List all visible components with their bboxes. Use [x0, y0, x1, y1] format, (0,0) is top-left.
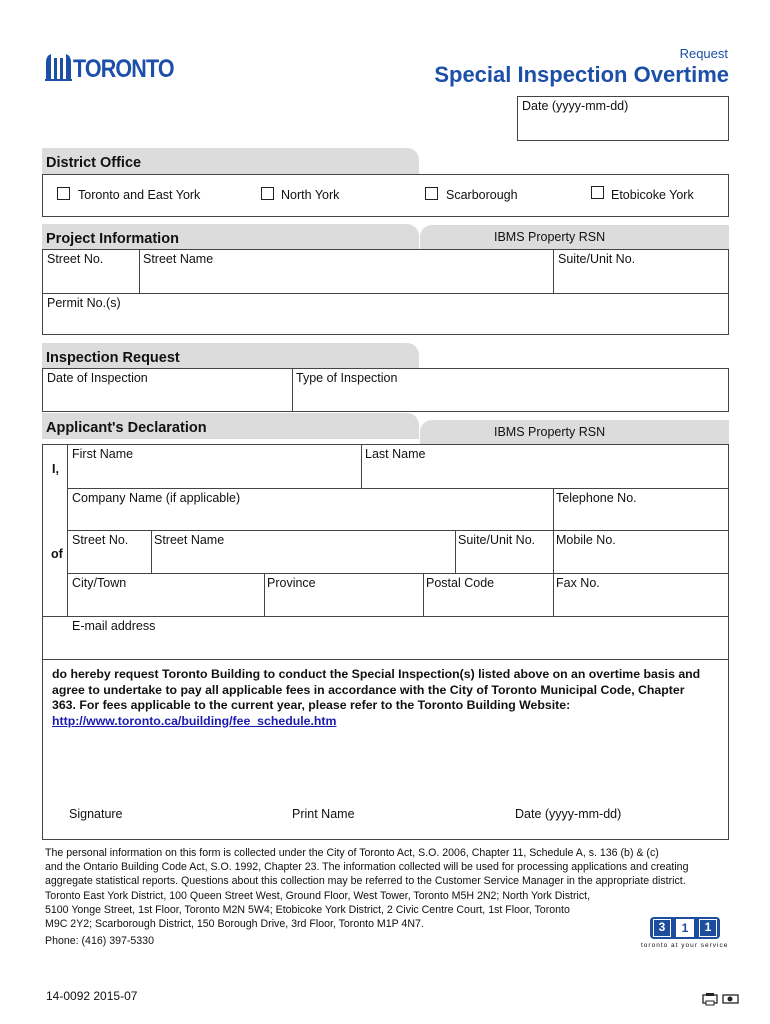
privacy-line: aggregate statistical reports. Questions about this collection may be referred to the Customer Service Manager in the appropriate district. — [45, 875, 686, 888]
project-street-no-field[interactable] — [43, 250, 139, 293]
mobile-field[interactable] — [554, 531, 728, 573]
project-street-name-field[interactable] — [140, 250, 553, 293]
project-information-box — [42, 249, 729, 335]
privacy-line: and the Ontario Building Code Act, S.O. 1992, Chapter 23. The information collected will be used for processing applications and creating — [45, 861, 689, 874]
declaration-line-3: 363. For fees applicable to the current year, please refer to the Toronto Building Website: — [52, 698, 571, 712]
privacy-line: M9C 2Y2; Scarborough District, 150 Borough Drive, 3rd Floor, Toronto M1P 4N7. — [45, 918, 424, 931]
checkbox-toronto-east-york[interactable] — [57, 187, 70, 200]
print-icon[interactable] — [702, 992, 742, 1006]
logo-311-tagline: toronto at your service — [641, 942, 729, 949]
privacy-line: Toronto East York District, 100 Queen Street West, Ground Floor, West Tower, Toronto M5H 2N2; North York District, — [45, 889, 591, 902]
logo-311 — [641, 917, 730, 953]
privacy-notice — [45, 846, 745, 948]
inspection-request-title: Inspection Request — [42, 343, 419, 369]
project-information-title: Project Information — [42, 224, 419, 250]
logo-311-digit: 1 — [676, 919, 694, 937]
first-name-field[interactable] — [68, 445, 361, 488]
company-name-field[interactable] — [68, 489, 553, 530]
print-name-label: Print Name — [292, 807, 355, 821]
logo-311-digit: 3 — [653, 919, 671, 937]
privacy-line: The personal information on this form is collected under the City of Toronto Act, S.O. 2006, Chapter 11, Schedule A, s. 136 (b) & (c) — [45, 847, 659, 859]
project-suite-unit-label: Suite/Unit No. — [558, 252, 636, 266]
applicant-street-name-label: Street Name — [154, 533, 225, 547]
project-suite-unit-field[interactable] — [554, 250, 728, 293]
district-office-title: District Office — [42, 148, 419, 174]
last-name-label: Last Name — [365, 447, 426, 461]
inspection-request-box — [42, 368, 729, 412]
district-office-box — [42, 174, 729, 217]
applicant-declaration-title: Applicant's Declaration — [42, 413, 419, 439]
of-label: of — [51, 547, 63, 561]
logo-311-digit: 1 — [699, 919, 717, 937]
project-street-name-label: Street Name — [143, 252, 214, 266]
applicant-suite-unit-field[interactable] — [456, 531, 553, 573]
privacy-line: 5100 Yonge Street, 1st Floor, Toronto M2N 5W4; Etobicoke York District, 2 Civic Centre Court, 1st Floor, Toronto — [45, 903, 570, 916]
province-label: Province — [267, 576, 316, 590]
applicant-street-no-field[interactable] — [68, 531, 151, 573]
fee-schedule-link[interactable]: http://www.toronto.ca/building/fee_schedule.htm — [52, 713, 337, 728]
form-title: Special Inspection Overtime — [434, 62, 729, 87]
email-label: E-mail address — [72, 619, 156, 633]
header-date-field[interactable] — [517, 96, 729, 141]
project-ibms-label: IBMS Property RSN — [420, 225, 729, 249]
city-town-field[interactable] — [68, 574, 264, 616]
option-toronto-east-york: Toronto and East York — [78, 188, 201, 202]
request-label: Request — [679, 46, 728, 61]
fax-field[interactable] — [554, 574, 728, 616]
date-of-inspection-label: Date of Inspection — [47, 371, 148, 385]
applicant-ibms-label: IBMS Property RSN — [420, 420, 729, 444]
option-scarborough: Scarborough — [446, 188, 518, 202]
i-label: I, — [52, 462, 59, 476]
postal-code-label: Postal Code — [426, 576, 495, 590]
applicant-street-name-field[interactable] — [152, 531, 455, 573]
signature-label: Signature — [69, 807, 123, 821]
signature-date-label: Date (yyyy-mm-dd) — [515, 807, 622, 821]
city-hall-icon — [44, 50, 74, 82]
applicant-declaration-box — [42, 444, 729, 840]
checkbox-north-york[interactable] — [261, 187, 274, 200]
permit-no-field[interactable] — [43, 294, 728, 334]
fax-label: Fax No. — [556, 576, 600, 590]
toronto-logo — [44, 50, 174, 84]
permit-no-label: Permit No.(s) — [47, 296, 121, 310]
applicant-street-no-label: Street No. — [72, 533, 129, 547]
project-street-no-label: Street No. — [47, 252, 104, 266]
type-of-inspection-label: Type of Inspection — [296, 371, 398, 385]
declaration-text — [52, 667, 727, 729]
checkbox-etobicoke-york[interactable] — [591, 186, 604, 199]
option-etobicoke-york: Etobicoke York — [611, 188, 694, 202]
option-north-york: North York — [281, 188, 340, 202]
logo-wordmark: TORONTO — [73, 55, 174, 83]
declaration-line-1: do hereby request Toronto Building to conduct the Special Inspection(s) listed above on an overtime basis and — [52, 667, 701, 681]
type-of-inspection-field[interactable] — [293, 369, 728, 411]
city-town-label: City/Town — [72, 576, 127, 590]
postal-code-field[interactable] — [424, 574, 553, 616]
last-name-field[interactable] — [362, 445, 728, 488]
phone-number: Phone: (416) 397-5330 — [45, 935, 154, 948]
form-number: 14-0092 2015-07 — [46, 989, 138, 1003]
company-name-label: Company Name (if applicable) — [72, 491, 241, 505]
email-field[interactable] — [43, 617, 728, 659]
declaration-line-2: agree to undertake to pay all applicable fees in accordance with the City of Toronto Municipal Code, Chapter — [52, 682, 685, 697]
telephone-label: Telephone No. — [556, 491, 637, 505]
first-name-label: First Name — [72, 447, 134, 461]
applicant-suite-unit-label: Suite/Unit No. — [458, 533, 536, 547]
province-field[interactable] — [265, 574, 423, 616]
mobile-label: Mobile No. — [556, 533, 616, 547]
date-of-inspection-field[interactable] — [43, 369, 292, 411]
telephone-field[interactable] — [554, 489, 728, 530]
header-date-label: Date (yyyy-mm-dd) — [522, 99, 629, 113]
checkbox-scarborough[interactable] — [425, 187, 438, 200]
